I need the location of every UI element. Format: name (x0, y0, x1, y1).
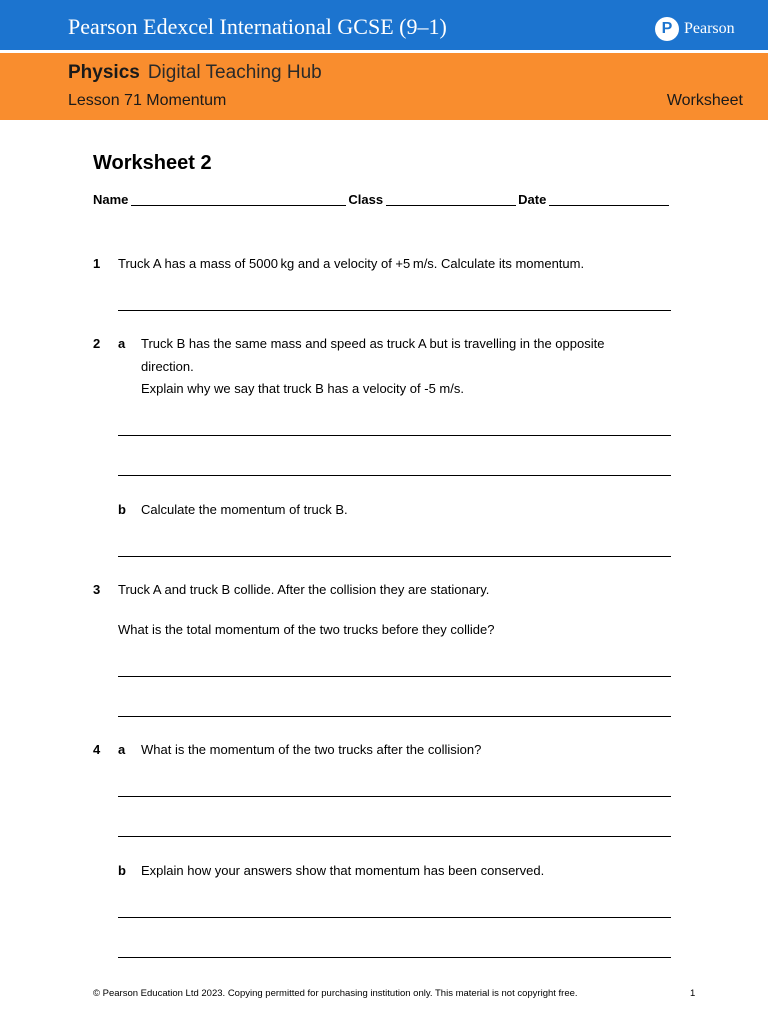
answer-line[interactable] (118, 556, 671, 557)
hub-name: Digital Teaching Hub (147, 62, 322, 83)
brand-name: Pearson (684, 20, 735, 37)
name-label: Name (93, 192, 129, 207)
pearson-brand (655, 16, 735, 42)
question-4b-text: Explain how your answers show that momentum has been conserved. (141, 863, 545, 878)
page-number: 1 (690, 988, 696, 999)
question-3-number: 3 (93, 582, 101, 597)
date-label: Date (518, 192, 547, 207)
name-field[interactable] (131, 194, 346, 206)
worksheet-title: Worksheet 2 (93, 152, 212, 174)
subject-banner (0, 53, 768, 120)
qualification-title: Pearson Edexcel International GCSE (9–1) (68, 14, 447, 39)
question-2a-line-1: Truck B has the same mass and speed as truck A but is travelling in the opposite (141, 336, 605, 351)
sheet-type-label: Worksheet (666, 92, 743, 109)
question-4a-text: What is the momentum of the two trucks after the collision? (141, 742, 482, 757)
copyright-footer: © Pearson Education Ltd 2023. Copying permitted for purchasing institution only. This material is not copyright free. (93, 988, 578, 999)
lesson-title: Lesson 71 Momentum (68, 92, 227, 109)
question-2b-text: Calculate the momentum of truck B. (141, 502, 348, 517)
subject-heading (68, 62, 322, 84)
student-details-row (93, 189, 671, 207)
question-3-line-2: What is the total momentum of the two trucks before they collide? (118, 622, 495, 637)
subject-name: Physics (68, 62, 140, 83)
class-label: Class (348, 192, 384, 207)
answer-line[interactable] (118, 435, 671, 436)
answer-line[interactable] (118, 836, 671, 837)
question-1-text: Truck A has a mass of 5000 kg and a velocity of +5 m/s. Calculate its momentum. (118, 256, 585, 271)
date-field[interactable] (549, 194, 669, 206)
top-banner (0, 0, 768, 50)
answer-line[interactable] (118, 716, 671, 717)
pearson-logo-icon: P (655, 17, 679, 41)
answer-line[interactable] (118, 676, 671, 677)
question-2a-label: a (118, 336, 126, 351)
question-1-number: 1 (93, 256, 101, 271)
question-2a-line-2: direction. (141, 359, 194, 374)
answer-line[interactable] (118, 310, 671, 311)
question-2b-label: b (118, 502, 126, 517)
question-4a-label: a (118, 742, 126, 757)
question-4b-label: b (118, 863, 126, 878)
question-2a-line-3: Explain why we say that truck B has a velocity of -5 m/s. (141, 381, 464, 396)
answer-line[interactable] (118, 917, 671, 918)
question-2-number: 2 (93, 336, 101, 351)
answer-line[interactable] (118, 475, 671, 476)
answer-line[interactable] (118, 957, 671, 958)
question-4-number: 4 (93, 742, 101, 757)
answer-line[interactable] (118, 796, 671, 797)
question-3-line-1: Truck A and truck B collide. After the collision they are stationary. (118, 582, 490, 597)
class-field[interactable] (386, 194, 516, 206)
